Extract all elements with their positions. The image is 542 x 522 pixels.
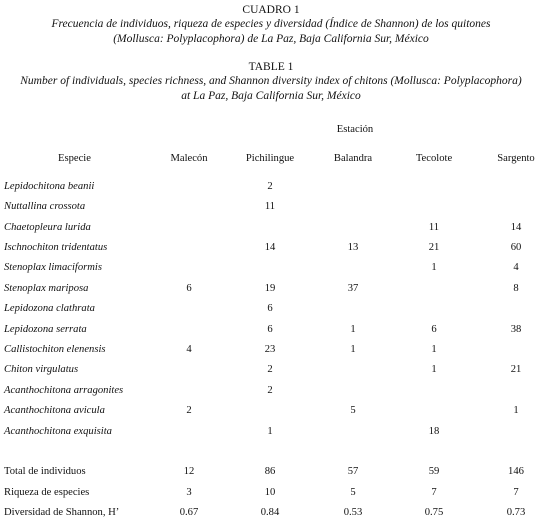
summary-label: Riqueza de especies [4, 487, 90, 498]
summary-value: 7 [513, 487, 519, 498]
column-header-tecolote: Tecolote [415, 153, 453, 164]
cell-value: 60 [510, 242, 522, 253]
species-name: Nuttallina crossota [4, 201, 86, 212]
cell-value: 2 [267, 364, 273, 375]
cell-value: 6 [186, 283, 192, 294]
table-caption-line2: at La Paz, Baja California Sur, México [181, 90, 361, 102]
cell-value: 18 [428, 426, 440, 437]
cuadro-title: CUADRO 1 [242, 4, 300, 16]
summary-value: 3 [186, 487, 192, 498]
column-header-pichilingue: Pichilingue [245, 153, 295, 164]
species-name: Lepidozona serrata [4, 324, 87, 335]
cell-value: 6 [267, 324, 273, 335]
summary-value: 10 [264, 487, 276, 498]
cell-value: 21 [428, 242, 440, 253]
cell-value: 1 [431, 344, 437, 355]
summary-value: 59 [428, 466, 440, 477]
summary-value: 0.84 [260, 507, 280, 518]
species-name: Chaetopleura lurida [4, 222, 91, 233]
cell-value: 1 [350, 344, 356, 355]
species-name: Stenoplax mariposa [4, 283, 89, 294]
column-header-balandra: Balandra [333, 153, 373, 164]
cell-value: 11 [428, 222, 440, 233]
summary-label: Total de individuos [4, 466, 86, 477]
column-header-sargento: Sargento [497, 153, 535, 164]
cell-value: 11 [264, 201, 276, 212]
station-group-header: Estación [336, 124, 374, 135]
cell-value: 6 [267, 303, 273, 314]
species-name: Chiton virgulatus [4, 364, 79, 375]
cell-value: 1 [431, 262, 437, 273]
summary-value: 0.75 [424, 507, 444, 518]
cell-value: 2 [186, 405, 192, 416]
species-name: Acanthochitona exquisita [4, 426, 112, 437]
summary-value: 86 [264, 466, 276, 477]
cell-value: 38 [510, 324, 522, 335]
species-name: Acanthochitona avicula [4, 405, 105, 416]
cell-value: 8 [513, 283, 519, 294]
cell-value: 1 [350, 324, 356, 335]
cell-value: 1 [513, 405, 519, 416]
cell-value: 1 [431, 364, 437, 375]
table-caption-line1: Number of individuals, species richness, and Shannon diversity index of chitons (Mollusca: Polyplacophora) [20, 75, 522, 87]
species-name: Stenoplax limaciformis [4, 262, 102, 273]
summary-value: 12 [183, 466, 195, 477]
cell-value: 13 [347, 242, 359, 253]
cuadro-caption-line2: (Mollusca: Polyplacophora) de La Paz, Baja California Sur, México [113, 33, 429, 45]
cell-value: 4 [513, 262, 519, 273]
cell-value: 23 [264, 344, 276, 355]
summary-value: 5 [350, 487, 356, 498]
cell-value: 14 [264, 242, 276, 253]
species-name: Ischnochiton tridentatus [4, 242, 108, 253]
cell-value: 5 [350, 405, 356, 416]
species-column-header: Especie [58, 153, 91, 164]
summary-value: 7 [431, 487, 437, 498]
summary-value: 0.53 [343, 507, 363, 518]
cuadro-caption-line1: Frecuencia de individuos, riqueza de especies y diversidad (Índice de Shannon) de los quitones [51, 18, 491, 30]
column-header-malecon: Malecón [170, 153, 208, 164]
summary-value: 57 [347, 466, 359, 477]
species-name: Lepidochitona beanii [4, 181, 95, 192]
cell-value: 14 [510, 222, 522, 233]
summary-value: 0.67 [179, 507, 199, 518]
cell-value: 21 [510, 364, 522, 375]
cell-value: 19 [264, 283, 276, 294]
summary-label: Diversidad de Shannon, H’ [4, 507, 120, 518]
table-title: TABLE 1 [248, 61, 294, 73]
cell-value: 6 [431, 324, 437, 335]
summary-value: 0.73 [506, 507, 526, 518]
cell-value: 2 [267, 181, 273, 192]
cell-value: 37 [347, 283, 359, 294]
cell-value: 1 [267, 426, 273, 437]
species-name: Callistochiton elenensis [4, 344, 106, 355]
cell-value: 4 [186, 344, 192, 355]
summary-value: 146 [508, 466, 524, 477]
species-name: Acanthochitona arragonites [4, 385, 124, 396]
cell-value: 2 [267, 385, 273, 396]
species-name: Lepidozona clathrata [4, 303, 95, 314]
